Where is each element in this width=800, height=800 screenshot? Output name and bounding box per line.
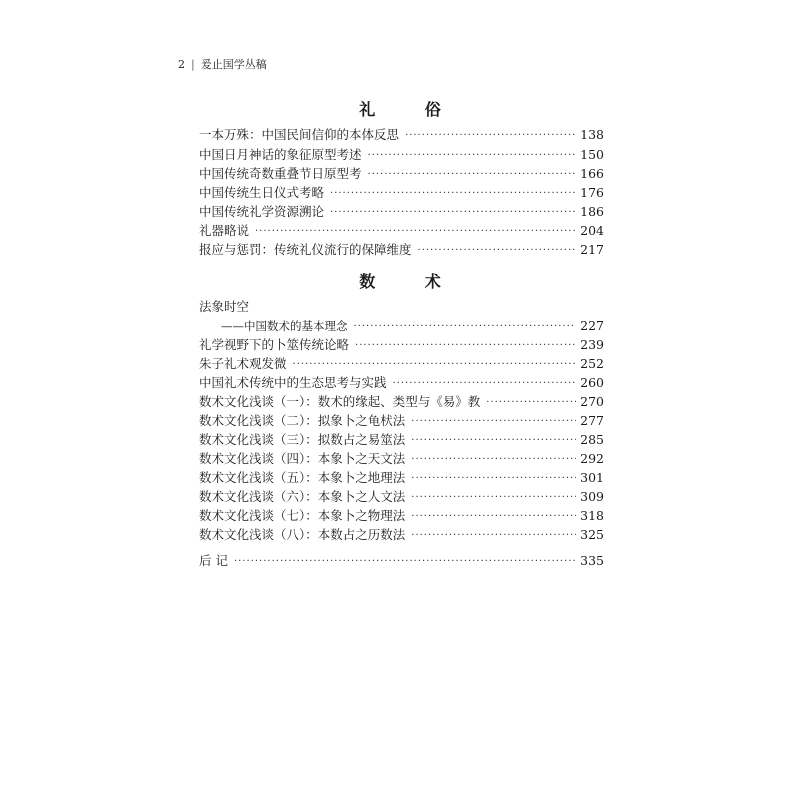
- section-title-lisu: 礼 俗: [359, 100, 463, 119]
- toc-entry-title: 数术文化浅谈（四）：本象卜之天文法: [199, 451, 406, 466]
- toc-entry-page: 260: [580, 375, 604, 390]
- leader-dots: [411, 433, 576, 449]
- leader-dots: [255, 224, 576, 240]
- toc-entry-page: 252: [580, 356, 604, 371]
- toc-entry-page: 239: [580, 337, 604, 352]
- toc-entry[interactable]: [199, 336, 604, 354]
- toc-entry-title: 中国礼术传统中的生态思考与实践: [199, 375, 387, 390]
- leader-dots: [411, 490, 576, 506]
- toc-entry-page: 186: [580, 204, 604, 219]
- toc-entry[interactable]: [199, 126, 604, 144]
- toc-entry-page: 150: [580, 147, 604, 162]
- toc-entry-page: 325: [580, 527, 604, 542]
- toc-entry[interactable]: [199, 393, 604, 411]
- toc-entry[interactable]: [199, 165, 604, 183]
- toc-entry-page: 270: [580, 394, 604, 409]
- toc-entry-page: 204: [580, 223, 604, 238]
- toc-entry[interactable]: [199, 355, 604, 373]
- toc-entry-title: 中国传统生日仪式考略: [199, 185, 325, 200]
- toc-entry-title: 数术文化浅谈（七）：本象卜之物理法: [199, 508, 406, 523]
- toc-entry-title: 一本万殊：中国民间信仰的本体反思: [199, 127, 400, 142]
- toc-entry-title: 数术文化浅谈（一）：数术的缘起、类型与《易》教: [199, 394, 481, 409]
- toc-entry-title: 礼学视野下的卜筮传统论略: [199, 337, 350, 352]
- toc-entry[interactable]: [199, 412, 604, 430]
- leader-dots: [411, 471, 576, 487]
- toc-entry[interactable]: [199, 431, 604, 449]
- toc-entry[interactable]: [199, 374, 604, 392]
- toc-entry-title: 数术文化浅谈（三）：拟数占之易筮法: [199, 432, 406, 447]
- toc-entry-page: 277: [580, 413, 604, 428]
- toc-entry-title: 后 记: [199, 553, 228, 568]
- leader-dots: [368, 167, 577, 183]
- toc-entry-page: 176: [580, 185, 604, 200]
- toc-entry-page: 217: [580, 242, 604, 257]
- toc-entry[interactable]: [199, 450, 604, 468]
- toc-entry[interactable]: [199, 146, 604, 164]
- toc-entry-page: 138: [580, 127, 604, 142]
- toc-entry[interactable]: [199, 526, 604, 544]
- leader-dots: [368, 148, 577, 164]
- toc-entry-page: 292: [580, 451, 604, 466]
- header-separator: |: [191, 57, 195, 71]
- toc-entry-heading[interactable]: 法象时空: [199, 299, 250, 314]
- leader-dots: [418, 243, 577, 259]
- series-title: 爰止国学丛稿: [200, 58, 267, 71]
- toc-entry[interactable]: [199, 241, 604, 259]
- toc-entry-page: 335: [580, 553, 604, 568]
- leader-dots: [405, 128, 576, 144]
- leader-dots: [411, 452, 576, 468]
- toc-entry-title: 中国传统奇数重叠节日原型考: [199, 166, 362, 181]
- leader-dots: [330, 186, 576, 202]
- toc-entry[interactable]: [199, 507, 604, 525]
- toc-entry-title: 朱子礼术观发微: [199, 356, 287, 371]
- toc-entry-title: 数术文化浅谈（八）：本数占之历数法: [199, 527, 406, 542]
- page-number: 2: [178, 57, 185, 71]
- toc-entry-title: 中国传统礼学资源溯论: [199, 204, 325, 219]
- section-title-shushu: 数 术: [359, 272, 463, 291]
- toc-entry-title: 数术文化浅谈（六）：本象卜之人文法: [199, 489, 406, 504]
- toc-entry-title: 报应与惩罚：传统礼仪流行的保障维度: [199, 242, 412, 257]
- leader-dots: [293, 357, 577, 373]
- toc-entry-title: 中国日月神话的象征原型考述: [199, 147, 362, 162]
- toc-entry-title: 数术文化浅谈（五）：本象卜之地理法: [199, 470, 406, 485]
- toc-entry[interactable]: [199, 469, 604, 487]
- toc-entry-page: 166: [580, 166, 604, 181]
- toc-entry[interactable]: [199, 488, 604, 506]
- toc-entry-page: 227: [580, 318, 604, 333]
- toc-entry[interactable]: [199, 317, 604, 335]
- toc-entry-subtitle: ——中国数术的基本理念: [221, 319, 348, 333]
- toc-entry-page: 309: [580, 489, 604, 504]
- leader-dots: [486, 395, 576, 411]
- leader-dots: [330, 205, 576, 221]
- toc-entry-page: 318: [580, 508, 604, 523]
- leader-dots: [393, 376, 577, 392]
- leader-dots: [411, 509, 576, 525]
- leader-dots: [411, 414, 576, 430]
- running-header: [178, 56, 267, 72]
- toc-entry[interactable]: [199, 222, 604, 240]
- toc-entry[interactable]: [199, 184, 604, 202]
- toc-entry-title: 数术文化浅谈（二）：拟象卜之龟枤法: [199, 413, 406, 428]
- toc-entry-title: 礼器略说: [199, 223, 250, 238]
- toc-entry[interactable]: [199, 203, 604, 221]
- leader-dots: [234, 554, 576, 570]
- toc-entry-page: 285: [580, 432, 604, 447]
- leader-dots: [355, 338, 576, 354]
- toc-entry-page: 301: [580, 470, 604, 485]
- leader-dots: [354, 319, 577, 335]
- toc-entry-afterword[interactable]: [199, 552, 604, 570]
- leader-dots: [411, 528, 576, 544]
